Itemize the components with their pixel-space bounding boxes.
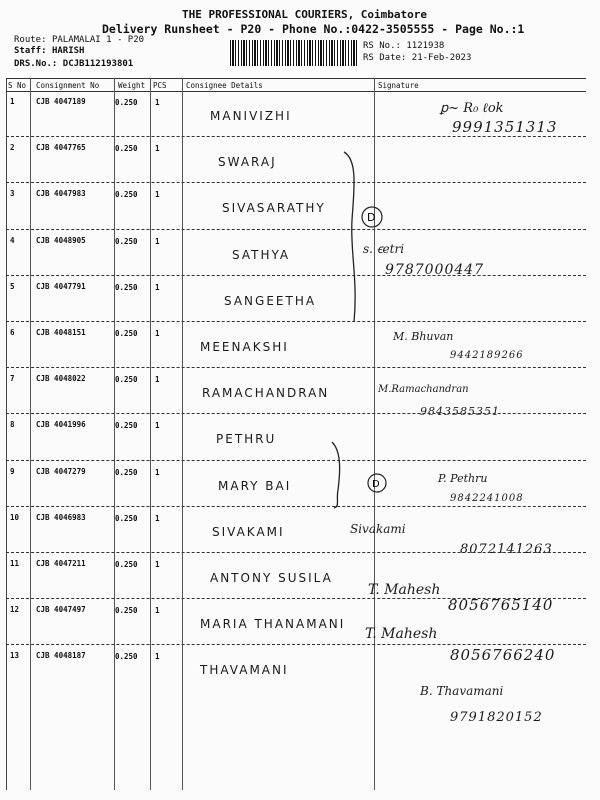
row-consignee-name: MEENAKSHI — [200, 340, 289, 354]
row-divider — [6, 598, 586, 599]
row-divider — [6, 229, 586, 230]
rs-date-value: 21-Feb-2023 — [411, 53, 472, 63]
col-header-consignee: Consignee Details — [186, 81, 263, 90]
row-signature-phone: 8072141263 — [460, 542, 553, 557]
col-header-sno: S No — [8, 81, 27, 90]
col-divider — [150, 78, 151, 790]
row-sno: 2 — [10, 143, 15, 153]
row-consignment-no: CJB 4047791 — [36, 281, 86, 291]
row-sno: 12 — [10, 605, 20, 615]
row-consignment-no: CJB 4047497 — [36, 605, 86, 615]
col-header-signature: Signature — [378, 81, 419, 90]
row-consignment-no: CJB 4047189 — [36, 97, 86, 106]
rs-date-line: RS Date: 21-Feb-2023 — [363, 53, 472, 63]
svg-text:D: D — [372, 479, 380, 490]
row-divider — [6, 321, 586, 322]
circled-mark — [360, 205, 384, 229]
row-consignment-no: CJB 4047279 — [36, 466, 86, 476]
row-consignee-name: PETHRU — [216, 432, 277, 447]
row-weight: 0.250 — [115, 144, 138, 154]
row-consignee-name: SANGEETHA — [224, 293, 317, 308]
row-signature-phone: 9991351313 — [452, 118, 558, 136]
row-weight: 0.250 — [115, 652, 138, 662]
route-value: PALAMALAI 1 - P20 — [51, 35, 145, 45]
row-divider — [6, 506, 586, 507]
row-sno: 6 — [10, 328, 15, 337]
row-weight: 0.250 — [115, 375, 138, 385]
row-divider — [6, 644, 586, 645]
row-weight: 0.250 — [115, 98, 138, 107]
row-consignment-no: CJB 4048022 — [36, 374, 86, 384]
row-pcs: 1 — [155, 329, 160, 338]
row-sno: 4 — [10, 235, 15, 245]
col-header-consignment: Consignment No — [36, 81, 100, 90]
row-pcs: 1 — [155, 513, 160, 523]
row-pcs: 1 — [155, 560, 160, 569]
row-sno: 3 — [10, 189, 15, 199]
row-consignment-no: CJB 4047765 — [36, 143, 86, 153]
row-weight: 0.250 — [115, 329, 138, 338]
col-header-pcs: PCS — [153, 81, 167, 90]
row-pcs: 1 — [155, 144, 160, 154]
row-consignee-name: ANTONY SUSILA — [210, 571, 333, 585]
drs-value: DCJB112193801 — [62, 59, 134, 69]
row-weight: 0.250 — [115, 236, 138, 246]
svg-text:D: D — [367, 211, 376, 224]
row-sno: 5 — [10, 281, 15, 291]
row-consignee-name: SIVASARATHY — [222, 201, 326, 216]
header-row-border — [6, 91, 586, 92]
row-sno: 11 — [10, 559, 20, 568]
row-consignment-no: CJB 4047211 — [36, 559, 86, 568]
col-divider — [374, 78, 375, 790]
row-consignment-no: CJB 4048905 — [36, 235, 86, 245]
row-consignment-no: CJB 4046983 — [36, 512, 86, 522]
row-weight: 0.250 — [115, 467, 138, 477]
drs-line: DRS.No.: DCJB112193801 — [14, 59, 134, 69]
row-signature-phone: 9842241008 — [450, 493, 524, 504]
row-sno: 7 — [10, 374, 15, 384]
row-consignee-name: MARIA THANAMANI — [200, 617, 346, 632]
row-consignee-name: MANIVIZHI — [210, 109, 292, 123]
signature-scribble-11: T. Mahesh — [368, 582, 441, 598]
row-signature-phone: 8056766240 — [450, 646, 556, 664]
rs-number-line: RS No.: 1121938 — [363, 41, 445, 51]
row-consignment-no: CJB 4048187 — [36, 651, 86, 661]
signature-scribble-9: P. Pethru — [438, 472, 488, 485]
row-divider — [6, 460, 586, 461]
row-sno: 8 — [10, 420, 15, 430]
row-consignment-no: CJB 4041996 — [36, 420, 86, 430]
row-signature-phone: 8056765140 — [448, 596, 554, 614]
signature-scribble-7: M.Ramachandran — [378, 384, 469, 395]
row-divider — [6, 182, 586, 183]
col-divider — [30, 78, 31, 790]
row-weight: 0.250 — [115, 560, 138, 569]
row-weight: 0.250 — [115, 190, 138, 200]
row-consignee-name: SATHYA — [232, 247, 291, 262]
company-title: THE PROFESSIONAL COURIERS, Coimbatore — [182, 8, 428, 21]
row-pcs: 1 — [155, 98, 160, 107]
barcode — [230, 40, 358, 66]
row-weight: 0.250 — [115, 282, 138, 292]
row-consignee-name: RAMACHANDRAN — [202, 386, 330, 401]
row-divider — [6, 413, 586, 414]
row-consignee-name: MARY BAI — [218, 478, 292, 493]
row-divider — [6, 367, 586, 368]
row-consignee-name: THAVAMANI — [200, 663, 289, 678]
row-sno: 10 — [10, 512, 20, 522]
row-sno: 13 — [10, 651, 20, 661]
signature-scribble-4: s. ꞓ𝑒𝑡𝑟𝑖 — [363, 242, 405, 256]
row-signature-phone: 9791820152 — [450, 710, 543, 725]
row-sno: 9 — [10, 466, 15, 476]
signature-scribble-10: Sivakami — [350, 522, 406, 536]
circled-mark-2 — [365, 472, 389, 494]
row-pcs: 1 — [155, 375, 160, 385]
row-signature-phone: 9442189266 — [450, 350, 524, 361]
group-bracket-2 — [328, 440, 350, 510]
row-sno: 1 — [10, 97, 15, 106]
row-pcs: 1 — [155, 652, 160, 662]
row-signature-phone: 9787000447 — [385, 262, 485, 278]
row-divider — [6, 136, 586, 137]
row-divider — [6, 552, 586, 553]
row-pcs: 1 — [155, 606, 160, 616]
col-divider — [114, 78, 115, 790]
row-weight: 0.250 — [115, 513, 138, 523]
row-pcs: 1 — [155, 282, 160, 292]
table-top-border — [6, 78, 586, 79]
group-bracket — [340, 150, 370, 325]
row-consignment-no: CJB 4048151 — [36, 328, 86, 337]
route-line: Route: PALAMALAI 1 - P20 — [14, 35, 145, 45]
col-header-weight: Weight — [118, 81, 146, 90]
row-pcs: 1 — [155, 236, 160, 246]
row-pcs: 1 — [155, 190, 160, 200]
col-divider — [182, 78, 183, 790]
staff-value: HARISH — [51, 46, 85, 56]
row-consignee-name: SIVAKAMI — [212, 524, 285, 539]
signature-scribble-6: M. Bhuvan — [393, 330, 454, 343]
row-pcs: 1 — [155, 467, 160, 477]
row-pcs: 1 — [155, 421, 160, 431]
row-weight: 0.250 — [115, 606, 138, 616]
rs-number-value: 1121938 — [406, 41, 445, 51]
row-signature-phone: 9843585351 — [420, 405, 500, 418]
row-divider — [6, 275, 586, 276]
staff-line: Staff: HARISH — [14, 46, 85, 56]
signature-scribble-13: B. Thavamani — [420, 684, 504, 698]
runsheet-title: Delivery Runsheet - P20 - Phone No.:0422-3505555 - Page No.:1 — [102, 22, 525, 36]
signature-scribble-12: T. Mahesh — [365, 626, 438, 642]
row-consignee-name: SWARAJ — [218, 155, 277, 170]
row-weight: 0.250 — [115, 421, 138, 431]
signature-scribble-1: ꝑ~ R₀ ℓ𝑜𝑘 — [440, 101, 504, 116]
row-consignment-no: CJB 4047983 — [36, 189, 86, 199]
